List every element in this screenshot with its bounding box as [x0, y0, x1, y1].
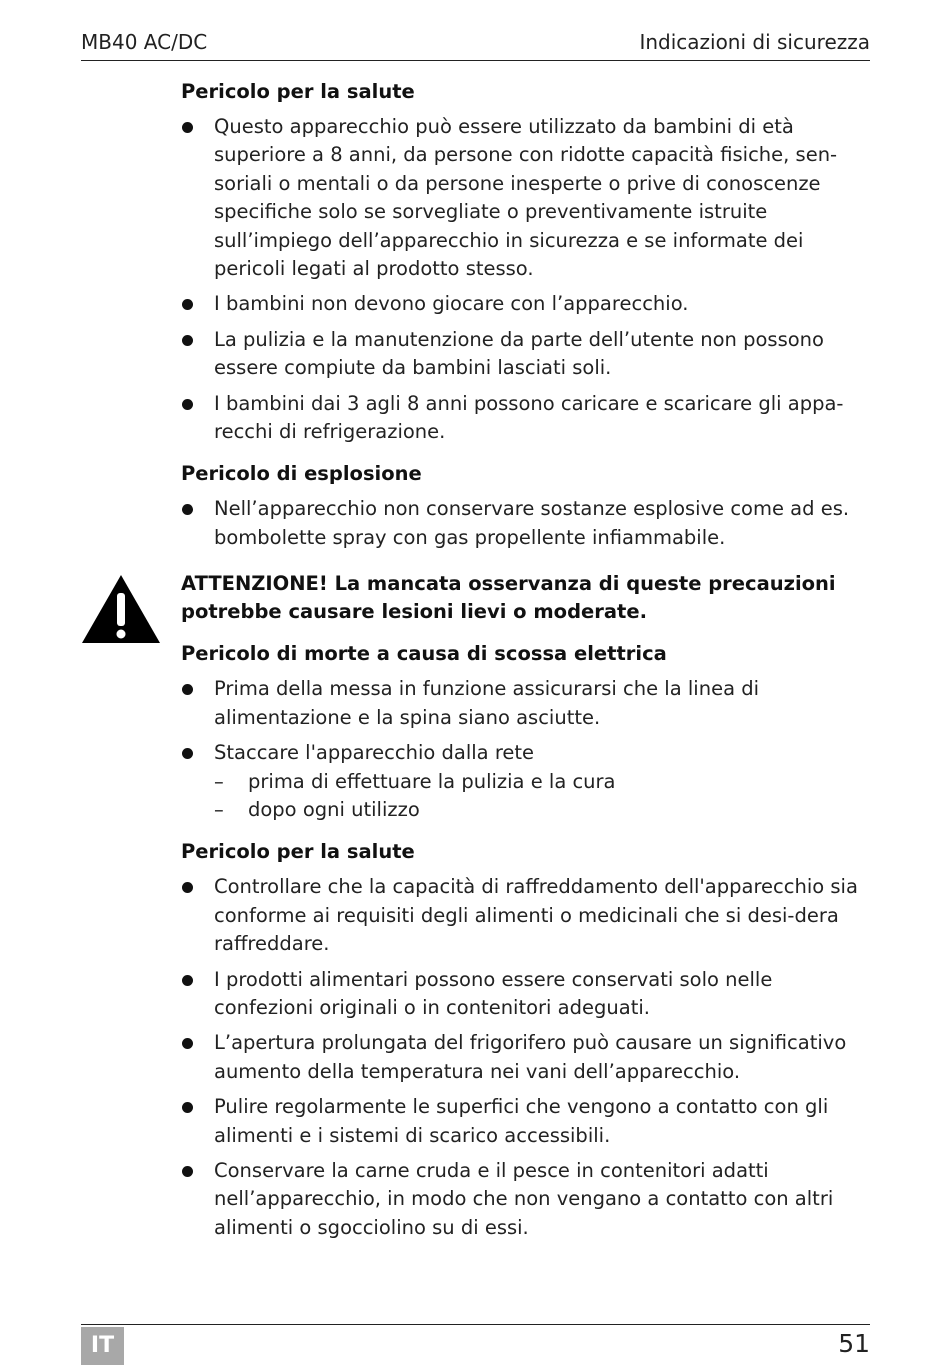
- list-item-text: L’apertura prolungata del frigorifero può causare un significativo aumento della temperatura nei vani dell’apparecchio.: [214, 1031, 847, 1083]
- bullet-list: [181, 113, 871, 446]
- dash-marker: –: [214, 797, 224, 821]
- page-content: [181, 78, 871, 1242]
- dash-marker: –: [214, 769, 224, 793]
- warning-triangle-icon: [80, 573, 162, 645]
- sub-list-item: [214, 768, 871, 796]
- sub-list-item-text: prima di effettuare la pulizia e la cura: [248, 769, 616, 793]
- list-item: [181, 966, 871, 1023]
- list-item-text: Staccare l'apparecchio dalla rete: [214, 741, 535, 765]
- bullet-icon: [182, 748, 193, 759]
- list-item: [181, 495, 871, 552]
- bullet-icon: [182, 684, 193, 695]
- list-item: [181, 1029, 871, 1086]
- page-number: 51: [838, 1329, 870, 1358]
- list-item-text: Questo apparecchio può essere utilizzato da bambini di età superiore a 8 anni, da persone con ridotte capacità fisiche, sen-soriali o mentali o da persone inesperte o prive di conoscenze specifiche solo se sorvegliate o preventivamente istruite sull’impiego dell’apparecchio in sicurezza e se informate dei pericoli legati al prodotto stesso.: [214, 115, 838, 281]
- bullet-icon: [182, 975, 193, 986]
- list-item-text: La pulizia e la manutenzione da parte dell’utente non possono essere compiute da bambini lasciati soli.: [214, 327, 824, 380]
- list-item-text: Conservare la carne cruda e il pesce in contenitori adatti nell’apparecchio, in modo che non vengano a contatto con altri alimenti o sgocciolino su di essi.: [214, 1158, 834, 1239]
- list-item-text: I bambini dai 3 agli 8 anni possono caricare e scaricare gli appa-recchi di refrigerazione.: [214, 391, 844, 444]
- section-heading: Pericolo per la salute: [181, 840, 415, 864]
- bullet-icon: [182, 1038, 193, 1049]
- list-item: [181, 1157, 871, 1242]
- list-item: [181, 290, 871, 318]
- list-item: [181, 873, 871, 958]
- page-header: [81, 30, 870, 61]
- section-heading: Pericolo di morte a causa di scossa elettrica: [181, 642, 667, 666]
- bullet-icon: [182, 882, 193, 893]
- sub-list-item: [214, 796, 871, 824]
- sub-list-item-text: dopo ogni utilizzo: [248, 797, 420, 821]
- bullet-icon: [182, 299, 193, 310]
- bullet-icon: [182, 504, 193, 515]
- language-tab: IT: [81, 1327, 124, 1365]
- section-heading: Pericolo di esplosione: [181, 462, 422, 486]
- bullet-icon: [182, 1166, 193, 1177]
- section-title: Indicazioni di sicurezza: [639, 30, 870, 54]
- page-footer: [81, 1324, 870, 1365]
- bullet-list: [181, 873, 871, 1242]
- list-item: [181, 675, 871, 732]
- list-item: [181, 113, 871, 283]
- product-name: MB40 AC/DC: [81, 30, 208, 54]
- list-item-text: I prodotti alimentari possono essere conservati solo nelle confezioni originali o in contenitori adeguati.: [214, 967, 773, 1019]
- list-item-text: Controllare che la capacità di raffreddamento dell'apparecchio sia conforme ai requisiti degli alimenti o medicinali che si desi-dera raffreddare.: [214, 875, 858, 956]
- list-item: [181, 1093, 871, 1150]
- list-item: [181, 739, 871, 824]
- bullet-icon: [182, 122, 193, 133]
- bullet-icon: [182, 1102, 193, 1113]
- sub-list: [214, 768, 871, 825]
- bullet-icon: [182, 335, 193, 346]
- bullet-icon: [182, 399, 193, 410]
- list-item-text: Prima della messa in funzione assicurarsi che la linea di alimentazione e la spina siano asciutte.: [214, 677, 760, 729]
- list-item-text: Nell’apparecchio non conservare sostanze esplosive come ad es. bombolette spray con gas propellente infiammabile.: [214, 497, 850, 549]
- warning-text: ATTENZIONE! La mancata osservanza di queste precauzioni potrebbe causare lesioni lievi o moderate.: [181, 572, 836, 624]
- list-item-text: Pulire regolarmente le superfici che vengono a contatto con gli alimenti e i sistemi di scarico accessibili.: [214, 1095, 829, 1147]
- list-item-text: I bambini non devono giocare con l’apparecchio.: [214, 292, 689, 316]
- bullet-list: [181, 675, 871, 824]
- list-item: [181, 326, 871, 383]
- bullet-list: [181, 495, 871, 552]
- section-heading: Pericolo per la salute: [181, 80, 415, 103]
- list-item: [181, 390, 871, 447]
